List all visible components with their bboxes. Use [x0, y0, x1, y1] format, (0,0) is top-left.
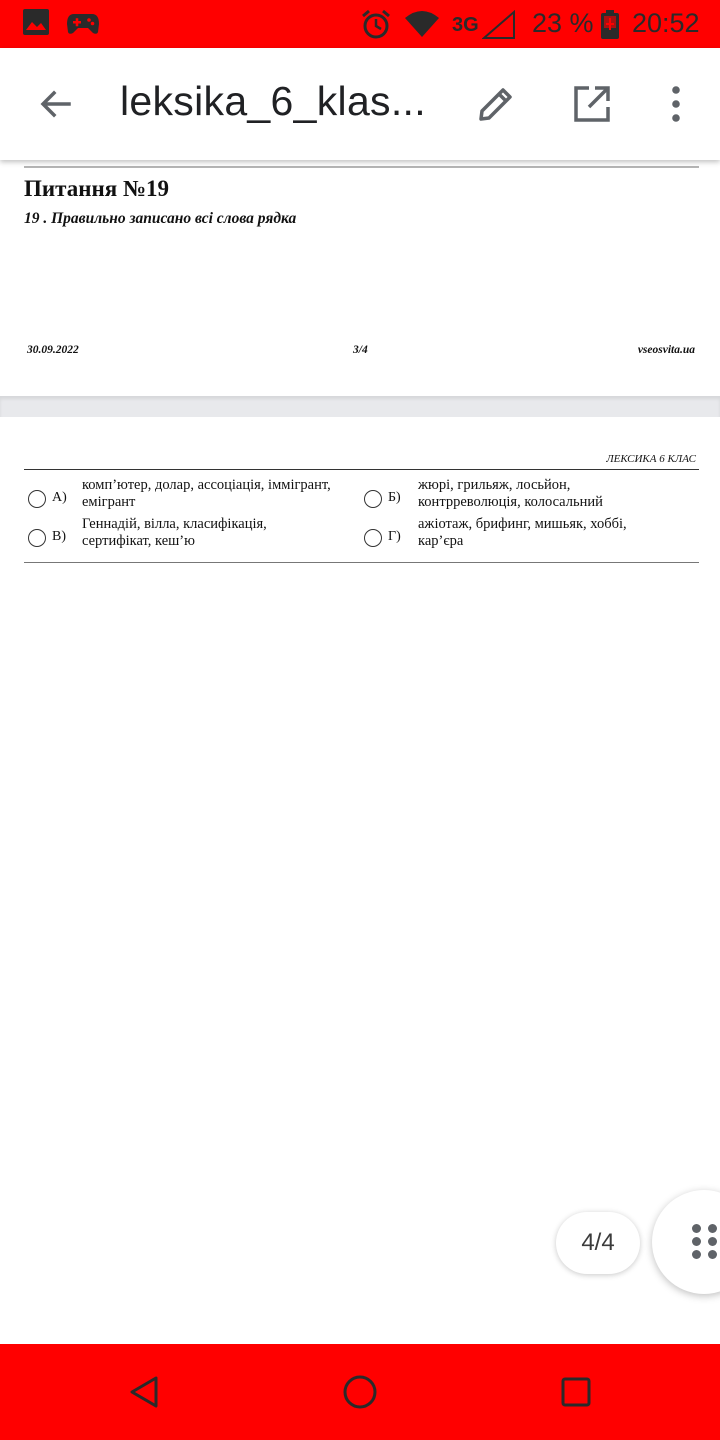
divider: [24, 562, 699, 563]
document-page-3: [0, 160, 720, 398]
answer-option-a[interactable]: [28, 477, 364, 511]
divider: [24, 469, 699, 470]
radio-button[interactable]: [364, 529, 382, 547]
triangle-back-icon: [128, 1375, 160, 1409]
edit-pencil-icon: [477, 85, 515, 123]
back-arrow-icon: [38, 86, 74, 122]
option-letter: Г): [388, 529, 401, 544]
network-type: 3G: [452, 14, 479, 36]
clock: 20:52: [632, 8, 700, 38]
document-viewer[interactable]: [0, 160, 720, 1344]
navigation-bar: [0, 1344, 720, 1440]
answer-option-h[interactable]: [364, 516, 700, 550]
footer-date: 30.09.2022: [27, 344, 79, 356]
wifi-icon: [404, 10, 440, 43]
battery-percent: 23 %: [532, 8, 594, 38]
option-letter: В): [52, 529, 66, 544]
page-separator: [0, 396, 720, 417]
nav-home-button[interactable]: [336, 1368, 384, 1416]
question-text: 19 . Правильно записано всі слова рядка: [24, 210, 297, 227]
divider: [24, 166, 699, 168]
radio-button[interactable]: [364, 490, 382, 508]
radio-button[interactable]: [28, 490, 46, 508]
nav-recents-button[interactable]: [552, 1368, 600, 1416]
document-page-4: [0, 417, 720, 1344]
battery-icon: [600, 10, 620, 45]
radio-button[interactable]: [28, 529, 46, 547]
app-bar: [0, 48, 720, 160]
alarm-icon: [360, 8, 392, 45]
option-letter: Б): [388, 490, 401, 505]
signal-icon: [482, 10, 516, 45]
footer-site: vseosvita.ua: [637, 344, 695, 356]
option-text: ажіотаж, брифинг, мишьяк, хоббі, кар’єра: [418, 516, 627, 549]
page-indicator: 4/4: [556, 1212, 640, 1274]
open-external-button[interactable]: [564, 76, 620, 132]
option-text: комп’ютер, долар, ассоціація, іммігрант, емігрант: [82, 477, 331, 510]
answer-option-b[interactable]: [364, 477, 700, 511]
back-button[interactable]: [28, 76, 84, 132]
grid-dots-icon: [692, 1224, 718, 1259]
open-external-icon: [573, 85, 611, 123]
edit-button[interactable]: [468, 76, 524, 132]
document-title: leksika_6_klas...: [120, 78, 426, 124]
more-vert-icon: [670, 86, 682, 122]
page-header: ЛЕКСИКА 6 КЛАС: [606, 453, 696, 465]
circle-home-icon: [342, 1374, 378, 1410]
answer-option-v[interactable]: [28, 516, 364, 550]
question-title: Питання №19: [24, 176, 170, 201]
more-options-button[interactable]: [648, 76, 704, 132]
nav-back-button[interactable]: [120, 1368, 168, 1416]
square-recents-icon: [560, 1376, 592, 1408]
gamepad-icon: [66, 12, 100, 41]
option-letter: А): [52, 490, 67, 505]
footer-page-number: 3/4: [353, 344, 368, 356]
gallery-icon: [22, 8, 50, 41]
option-text: жюрі, грильяж, лосьйон, контрреволюція, колосальний: [418, 477, 603, 510]
option-text: Геннадій, вілла, класифікація, сертифікат, кеш’ю: [82, 516, 267, 549]
status-bar: [0, 0, 720, 48]
